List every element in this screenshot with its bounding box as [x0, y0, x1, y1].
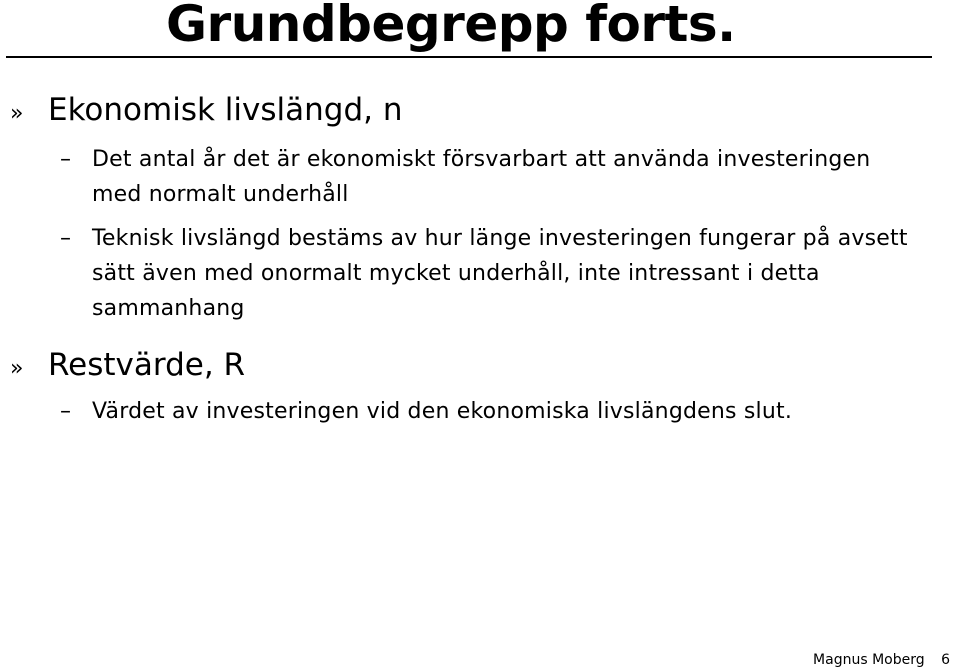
bullet-text: Restvärde, R: [48, 347, 246, 383]
footer-author: Magnus Moberg: [813, 652, 925, 668]
page-number: 6: [941, 652, 950, 668]
bullet-marker: »: [10, 101, 24, 126]
dash-marker: –: [60, 226, 71, 251]
bullet-item-residual-value: [10, 347, 245, 387]
dash-marker: –: [60, 147, 71, 172]
sub-bullet-definition: [60, 142, 920, 212]
bullet-item-economic-life: [10, 92, 402, 132]
slide-footer: [813, 651, 950, 669]
sub-bullet-text: Värdet av investeringen vid den ekonomiska livslängdens slut.: [92, 399, 793, 424]
sub-bullet-residual-definition: [60, 394, 920, 429]
slide-title: Grundbegrepp forts.: [166, 0, 736, 53]
title-divider: [6, 56, 932, 58]
sub-bullet-text: Teknisk livslängd bestäms av hur länge investeringen fungerar på avsett sätt även med onormalt mycket underhåll, inte intressant i detta sammanhang: [92, 226, 908, 321]
dash-marker: –: [60, 399, 71, 424]
bullet-marker: »: [10, 356, 24, 381]
sub-bullet-technical-life: [60, 221, 920, 326]
bullet-text: Ekonomisk livslängd, n: [48, 92, 403, 128]
sub-bullet-text: Det antal år det är ekonomiskt försvarbart att använda investeringen med normalt underhåll: [92, 147, 871, 207]
